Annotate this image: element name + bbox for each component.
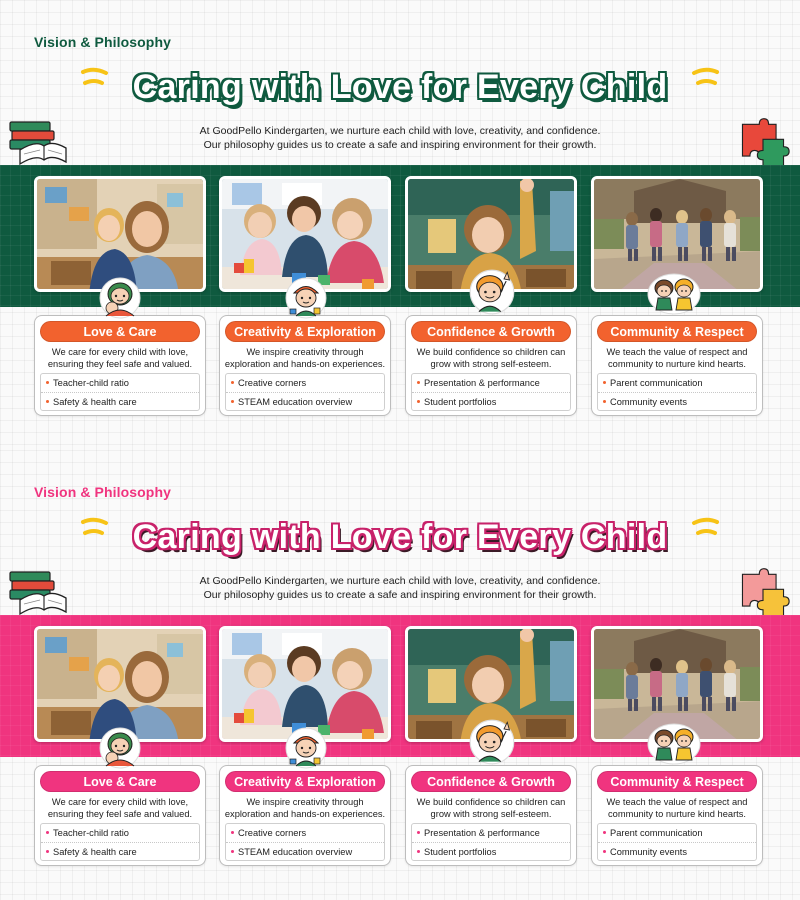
card-description: We build confidence so children can grow with strong self-esteem. bbox=[416, 797, 566, 819]
photo-creativity bbox=[219, 626, 391, 742]
mascot-hug-icon bbox=[98, 276, 142, 320]
page-title: Caring with Love for Every Child bbox=[132, 518, 668, 556]
card-creativity bbox=[219, 765, 391, 866]
card-description: We inspire creativity through exploration and hands-on experiences. bbox=[224, 347, 386, 369]
photo-love-care bbox=[34, 626, 206, 742]
card-description: We build confidence so children can grow with strong self-esteem. bbox=[416, 347, 566, 369]
card-bullets bbox=[225, 823, 385, 861]
list-item: Parent communication bbox=[598, 824, 756, 842]
puzzle-icon bbox=[735, 115, 791, 171]
card-bullets bbox=[411, 823, 571, 861]
card-bullets bbox=[40, 823, 200, 861]
card-love-care bbox=[34, 765, 206, 866]
card-title: Love & Care bbox=[40, 771, 200, 792]
mascot-waving-icon bbox=[468, 718, 516, 766]
mascot-builder-icon bbox=[284, 726, 328, 770]
mascot-hug-icon bbox=[98, 726, 142, 770]
card-confidence bbox=[405, 765, 577, 866]
page-subtitle: At GoodPello Kindergarten, we nurture each child with love, creativity, and confidence. Our philosophy guides us to create a safe and inspiring environment for their growth. bbox=[199, 125, 601, 151]
list-item: Safety & health care bbox=[41, 392, 199, 410]
card-bullets bbox=[597, 373, 757, 411]
list-item: Safety & health care bbox=[41, 842, 199, 860]
list-item: Teacher-child ratio bbox=[41, 374, 199, 392]
page-title: Caring with Love for Every Child bbox=[132, 68, 668, 106]
card-bullets bbox=[411, 373, 571, 411]
page-subtitle: At GoodPello Kindergarten, we nurture each child with love, creativity, and confidence. Our philosophy guides us to create a safe and inspiring environment for their growth. bbox=[199, 575, 601, 601]
mascot-builder-icon bbox=[284, 276, 328, 320]
card-love-care bbox=[34, 315, 206, 416]
card-description: We teach the value of respect and community to nurture kind hearts. bbox=[606, 347, 748, 369]
card-community bbox=[591, 765, 763, 866]
card-confidence bbox=[405, 315, 577, 416]
photo-creativity bbox=[219, 176, 391, 292]
list-item: Student portfolios bbox=[412, 842, 570, 860]
photo-love-care bbox=[34, 176, 206, 292]
list-item: Presentation & performance bbox=[412, 824, 570, 842]
list-item: Community events bbox=[598, 842, 756, 860]
list-item: Creative corners bbox=[226, 374, 384, 392]
card-title: Confidence & Growth bbox=[411, 321, 571, 342]
list-item: Teacher-child ratio bbox=[41, 824, 199, 842]
card-description: We care for every child with love, ensuring they feel safe and valued. bbox=[47, 797, 193, 819]
list-item: Student portfolios bbox=[412, 392, 570, 410]
list-item: Creative corners bbox=[226, 824, 384, 842]
mascot-friends-icon bbox=[646, 272, 702, 316]
card-title: Community & Respect bbox=[597, 771, 757, 792]
section-label: Vision & Philosophy bbox=[34, 484, 171, 500]
card-bullets bbox=[225, 373, 385, 411]
section-label: Vision & Philosophy bbox=[34, 34, 171, 50]
panel-pink bbox=[0, 450, 800, 900]
list-item: Community events bbox=[598, 392, 756, 410]
card-creativity bbox=[219, 315, 391, 416]
card-description: We teach the value of respect and community to nurture kind hearts. bbox=[606, 797, 748, 819]
card-community bbox=[591, 315, 763, 416]
list-item: STEAM education overview bbox=[226, 842, 384, 860]
card-bullets bbox=[40, 373, 200, 411]
mascot-friends-icon bbox=[646, 722, 702, 766]
card-title: Love & Care bbox=[40, 321, 200, 342]
card-title: Community & Respect bbox=[597, 321, 757, 342]
card-title: Creativity & Exploration bbox=[225, 321, 385, 342]
card-title: Confidence & Growth bbox=[411, 771, 571, 792]
list-item: Presentation & performance bbox=[412, 374, 570, 392]
card-description: We inspire creativity through exploration and hands-on experiences. bbox=[224, 797, 386, 819]
list-item: STEAM education overview bbox=[226, 392, 384, 410]
card-description: We care for every child with love, ensuring they feel safe and valued. bbox=[47, 347, 193, 369]
card-title: Creativity & Exploration bbox=[225, 771, 385, 792]
card-bullets bbox=[597, 823, 757, 861]
puzzle-icon bbox=[735, 565, 791, 621]
books-icon bbox=[8, 118, 68, 170]
mascot-waving-icon bbox=[468, 268, 516, 316]
list-item: Parent communication bbox=[598, 374, 756, 392]
books-icon bbox=[8, 568, 68, 620]
